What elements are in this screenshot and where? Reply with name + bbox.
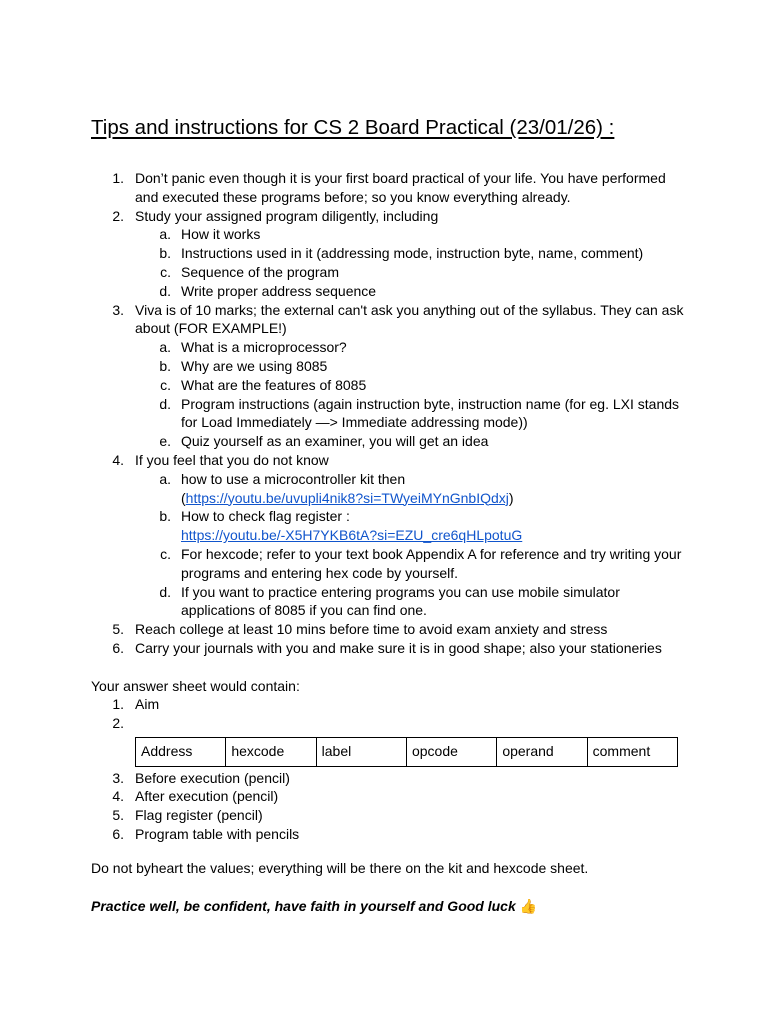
link-open-paren: ( (181, 489, 186, 506)
sub-tip-text-line: how to use a microcontroller kit then (181, 470, 406, 487)
answer-number: 6. (112, 825, 124, 842)
sub-tip-item (91, 357, 691, 376)
answer-text: Program table with pencils (135, 825, 300, 842)
sub-tip-text: Sequence of the program (181, 263, 339, 280)
document-title: Tips and instructions for CS 2 Board Practical (23/01/26) : (91, 116, 615, 139)
table-header-cell: label (316, 737, 406, 766)
tip-number: 5. (112, 621, 124, 638)
tip-item (91, 169, 691, 207)
kit-tutorial-link[interactable]: https://youtu.be/uvupli4nik8?si=TWyeiMYnGnbIQdxj (185, 489, 509, 506)
answer-number: 5. (112, 807, 124, 824)
tip-item (91, 451, 691, 470)
answer-sheet-intro: Your answer sheet would contain: (91, 678, 300, 694)
sub-tip-item (91, 395, 691, 433)
tip-text: If you feel that you do not know (135, 451, 329, 468)
sub-tip-letter: b. (159, 508, 171, 525)
sub-tip-text: If you want to practice entering programs you can use mobile simulator applications of 8085 if you can find one. (181, 583, 620, 619)
tip-number: 3. (112, 301, 124, 318)
sub-tip-text (181, 507, 691, 545)
sub-tip-letter: b. (159, 357, 171, 374)
sub-tip-item (91, 507, 691, 545)
tip-text: Viva is of 10 marks; the external can't ask you anything out of the syllabus. They can ask about (FOR EXAMPLE!) (135, 301, 684, 337)
table-header-cell: opcode (406, 737, 496, 766)
sub-tip-text-line: How to check flag register : (181, 508, 350, 525)
tip-number: 4. (112, 451, 124, 468)
sub-tip-item (91, 376, 691, 395)
sub-tip-item (91, 282, 691, 301)
answer-item (91, 695, 691, 714)
closing-message (91, 897, 537, 916)
sub-tip-item (91, 225, 691, 244)
sub-tip-letter: c. (160, 376, 171, 393)
values-note: Do not byheart the values; everything will be there on the kit and hexcode sheet. (91, 860, 589, 876)
link-close-paren: ) (508, 489, 514, 506)
tip-number: 1. (112, 170, 124, 186)
table-header-row (136, 737, 678, 766)
tip-item (91, 639, 691, 658)
sub-tip-item (91, 338, 691, 357)
tip-text: Carry your journals with you and make sure it is in good shape; also your stationeries (135, 639, 662, 656)
answer-number: 2. (112, 714, 124, 731)
table-header-cell: operand (497, 737, 587, 766)
tip-text: Reach college at least 10 mins before time to avoid exam anxiety and stress (135, 621, 608, 638)
tip-text: Study your assigned program diligently, including (135, 207, 439, 224)
sub-tip-letter: d. (159, 395, 171, 412)
sub-tip-text: How it works (181, 226, 261, 243)
sub-tip-item (91, 545, 691, 583)
answer-number: 3. (112, 769, 124, 786)
sub-tip-text: Quiz yourself as an examiner, you will get an idea (181, 433, 489, 450)
sub-tip-item (91, 583, 691, 621)
tip-item (91, 301, 691, 339)
program-table (135, 737, 678, 767)
sub-tip-text: Why are we using 8085 (181, 357, 328, 374)
sub-tip-letter: a. (159, 339, 171, 356)
thumbs-up-icon: 👍 (519, 898, 538, 914)
flag-register-tutorial-link[interactable]: https://youtu.be/-X5H7YKB6tA?si=EZU_cre6qHLpotuG (181, 527, 523, 544)
answer-item (91, 787, 691, 806)
sub-tip-text: Write proper address sequence (181, 282, 377, 299)
sub-tip-item (91, 432, 691, 451)
sub-tip-letter: a. (159, 470, 171, 487)
sub-tip-text (181, 470, 691, 508)
tip-item (91, 620, 691, 639)
answer-number: 1. (112, 696, 124, 712)
answer-text: Before execution (pencil) (135, 769, 290, 786)
sub-tip-letter: a. (159, 226, 171, 243)
sub-tip-item (91, 244, 691, 263)
sub-tip-letter: b. (159, 245, 171, 262)
sub-tip-text: What are the features of 8085 (181, 376, 367, 393)
closing-text: Practice well, be confident, have faith in yourself and Good luck (91, 898, 516, 914)
tip-number: 6. (112, 639, 124, 656)
sub-tip-text: For hexcode; refer to your text book Appendix A for reference and try writing your programs and entering hex code by yourself. (181, 545, 682, 581)
answer-item (91, 769, 691, 788)
answer-text: Flag register (pencil) (135, 807, 263, 824)
answer-text: After execution (pencil) (135, 788, 279, 805)
sub-tip-letter: d. (159, 282, 171, 299)
table-header-cell: comment (587, 737, 677, 766)
answer-item (91, 825, 691, 844)
tip-item (91, 207, 691, 226)
tip-number: 2. (112, 207, 124, 224)
answer-sheet-list (91, 695, 691, 844)
table-header-cell: Address (136, 737, 226, 766)
sub-tip-item (91, 470, 691, 508)
answer-item (91, 714, 691, 733)
sub-tip-item (91, 263, 691, 282)
sub-tip-text: Instructions used in it (addressing mode, instruction byte, name, comment) (181, 245, 644, 262)
sub-tip-letter: d. (159, 583, 171, 600)
table-header-cell: hexcode (226, 737, 316, 766)
answer-item (91, 806, 691, 825)
answer-number: 4. (112, 788, 124, 805)
tip-text: Don’t panic even though it is your first board practical of your life. You have performed and executed these programs before; so you know everything already. (135, 170, 666, 205)
sub-tip-text: What is a microprocessor? (181, 339, 347, 356)
tips-list (91, 169, 691, 658)
answer-text: Aim (135, 696, 160, 712)
sub-tip-letter: c. (160, 545, 171, 562)
sub-tip-letter: e. (159, 433, 171, 450)
answer-text (135, 714, 691, 733)
sub-tip-letter: c. (160, 263, 171, 280)
sub-tip-text: Program instructions (again instruction byte, instruction name (for eg. LXI stands for Load Immediately —> Immediate addressing mode)) (181, 395, 680, 431)
